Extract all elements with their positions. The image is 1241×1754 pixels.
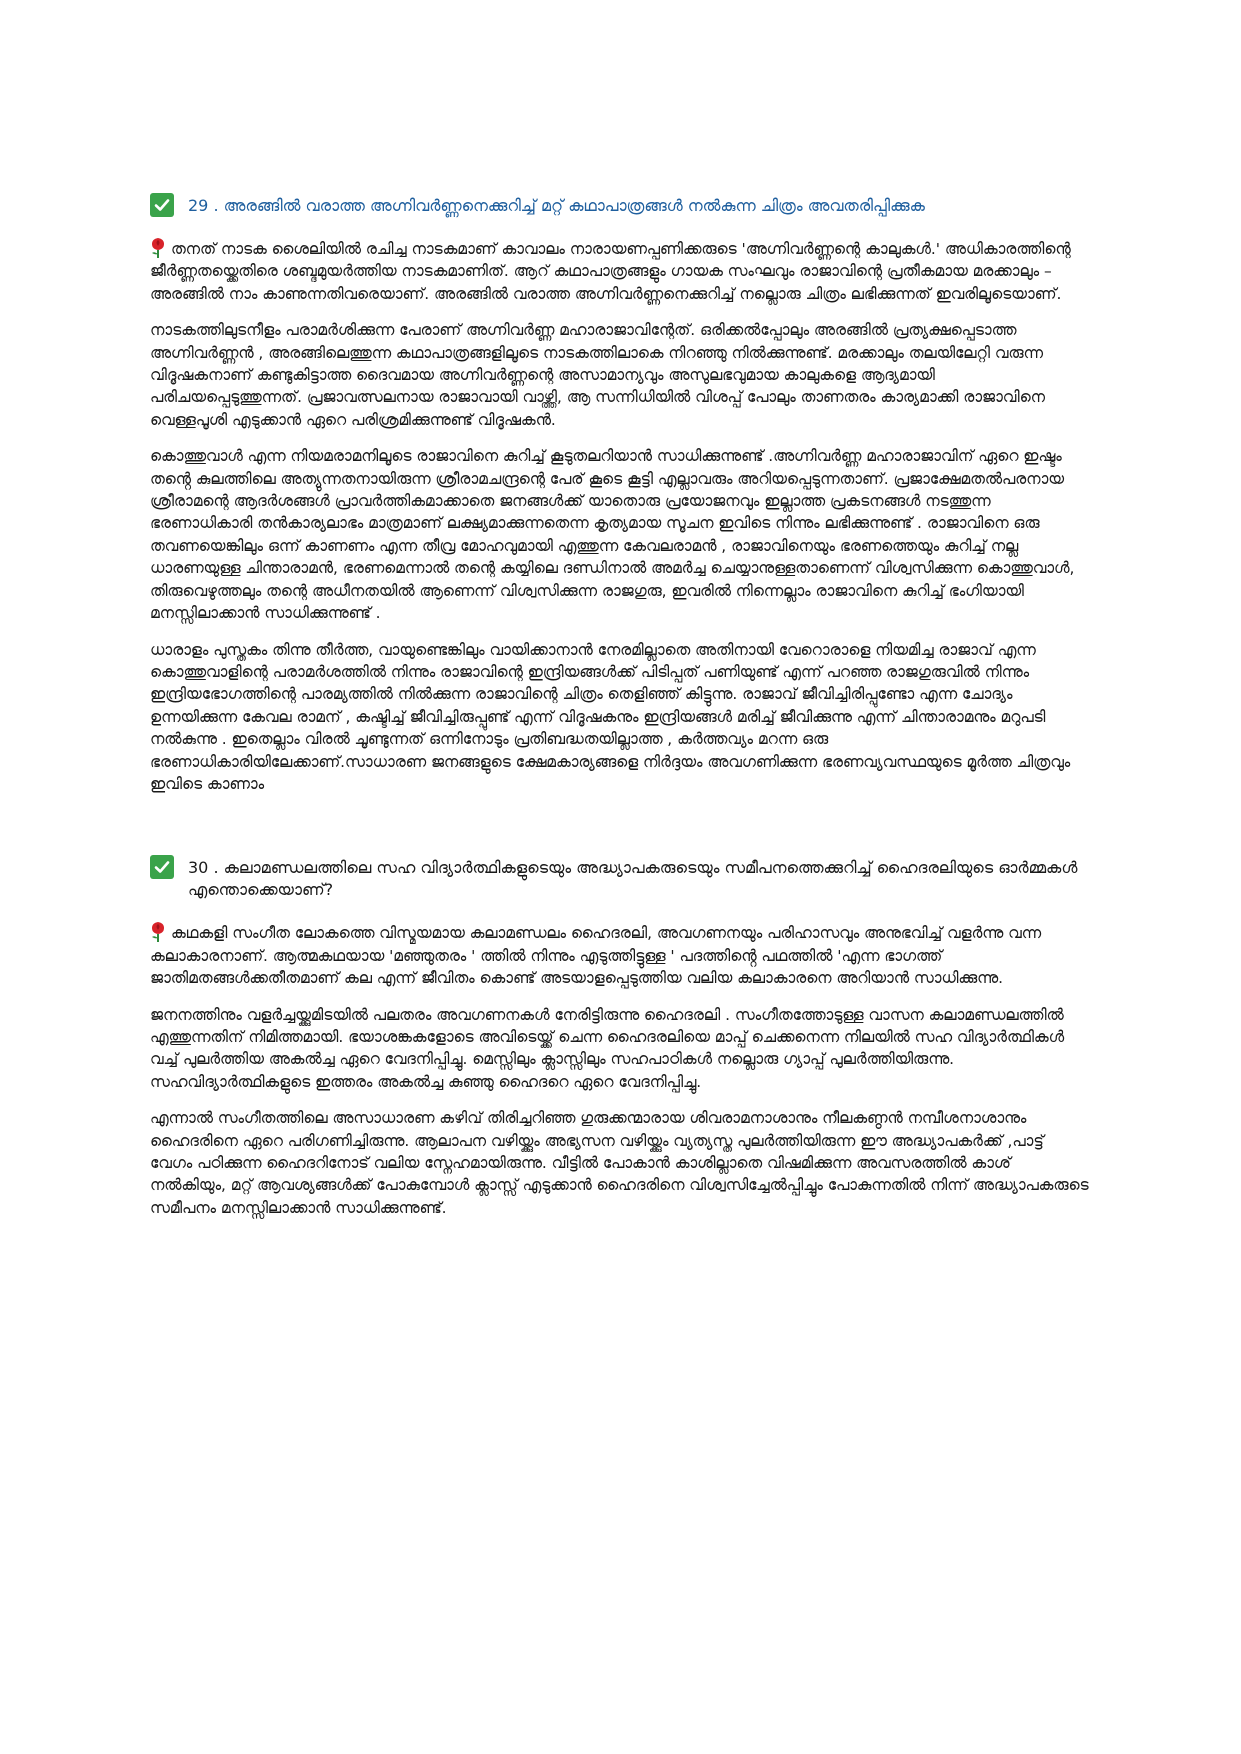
answer-text: കഥകളി സംഗീത ലോകത്തെ വിസ്മയമായ കലാമണ്ഡലം ഹൈദരലി, അവഗണനയും പരിഹാസവും അനുഭവിച്ച് വളർന്നു വന്ന കലാകാരനാണ്. ആത്മകഥയായ 'മഞ്ഞുതരം ' ത്തിൽ നിന്നും എടുത്തിട്ടുള്ള ' പദത്തിൻ്റെ പഥത്തിൽ 'എന്ന ഭാഗത്ത് ജാതിമതങ്ങൾക്കതീതമാണ് കല എന്ന് ജീവിതം കൊണ്ട് അടയാളപ്പെടുത്തിയ വലിയ കലാകാരനെ അറിയാൻ സാധിക്കുന്നു. xyxy=(150,924,1042,988)
question-29-section xyxy=(150,195,1090,795)
answer-paragraph: ജനനത്തിനും വളർച്ചയ്ക്കുമിടയിൽ പലതരം അവഗണനകൾ നേരിട്ടിരുന്നു ഹൈദരലി . സംഗീതത്തോടുള്ള വാസന കലാമണ്ഡലത്തിൽ എത്തുന്നതിന് നിമിത്തമായി. ഭയാശങ്കകളോടെ അവിടെയ്ക്ക് ചെന്ന ഹൈദരലിയെ മാപ്പ് ചെക്കനെന്ന നിലയിൽ സഹ വിദ്യാർത്ഥികൾ വച്ച് പുലർത്തിയ അകൽച്ച ഏറെ വേദനിപ്പിച്ചു. മെസ്സിലും ക്ലാസ്സിലും സഹപാഠികൾ നല്ലൊരു ഗ്യാപ്പ് പുലർത്തിയിരുന്നു. സഹവിദ്യാർത്ഥികളുടെ ഇത്തരം അകൽച്ച കുഞ്ഞു ഹൈദറെ ഏറെ വേദനിപ്പിച്ചു. xyxy=(150,1005,1065,1091)
answer-paragraph: കൊത്തുവാൾ എന്ന നിയമരാമനിലൂടെ രാജാവിനെ കുറിച്ച് കൂടുതലറിയാൻ സാധിക്കുന്നുണ്ട് .അഗ്നിവർണ്ണ മഹാരാജാവിന് ഏറെ ഇഷ്ടം തൻ്റെ കുലത്തിലെ അത്യുന്നതനായിരുന്ന ശ്രീരാമചന്ദ്രന്റെ പേര് കൂടെ കൂട്ടി എല്ലാവരും അറിയപ്പെടുന്നതാണ്. പ്രജാക്ഷേമതൽപരനായ ശ്രീരാമന്റെ ആദർശങ്ങൾ പ്രാവർത്തികമാക്കാതെ ജനങ്ങൾക്ക് യാതൊരു പ്രയോജനവും ഇല്ലാത്ത പ്രകടനങ്ങൾ നടത്തുന്ന ഭരണാധികാരി തൻകാര്യലാഭം മാത്രമാണ് ലക്ഷ്യമാക്കുന്നതെന്ന കൃത്യമായ സൂചന ഇവിടെ നിന്നും ലഭിക്കുന്നുണ്ട് . രാജാവിനെ ഒരു തവണയെങ്കിലും ഒന്ന് കാണണം എന്ന തീവ്ര മോഹവുമായി എത്തുന്ന കേവലരാമൻ , രാജാവിനെയും ഭരണത്തെയും കുറിച്ച് നല്ല ധാരണയുള്ള ചിന്താരാമൻ, ഭരണമെന്നാൽ തന്റെ കയ്യിലെ ദണ്ഡിനാൽ അമർച്ച ചെയ്യാനുള്ളതാണെന്ന് വിശ്വസിക്കുന്ന കൊത്തുവാൾ, തിരുവെഴുത്തലും തന്റെ അധീനതയിൽ ആണെന്ന് വിശ്വസിക്കുന്ന രാജഗുരു, ഇവരിൽ നിന്നെല്ലാം രാജാവിനെ കുറിച്ച് ഭംഗിയായി മനസ്സിലാക്കാൻ സാധിക്കുന്നുണ്ട് . xyxy=(150,447,1075,623)
document-page xyxy=(150,195,1090,1233)
answer-paragraph: നാടകത്തിലുടനീളം പരാമർശിക്കുന്ന പേരാണ് അഗ്നിവർണ്ണ മഹാരാജാവിന്റേത്. ഒരിക്കൽപ്പോലും അരങ്ങിൽ പ്രത്യക്ഷപ്പെടാത്ത അഗ്നിവർണ്ണൻ , അരങ്ങിലെത്തുന്ന കഥാപാത്രങ്ങളിലൂടെ നാടകത്തിലാകെ നിറഞ്ഞു നിൽക്കുന്നുണ്ട്. മരക്കാലും തലയിലേറ്റി വരുന്ന വിദൂഷകനാണ് കണ്ടുകിട്ടാത്ത ദൈവമായ അഗ്നിവർണ്ണന്റെ അസാമാന്യവും അസുലഭവുമായ കാലുകളെ ആദ്യമായി പരിചയപ്പെടുത്തുന്നത്. പ്രജാവത്സലനായ രാജാവായി വാഴ്ത്തി, ആ സന്നിധിയിൽ വിശപ്പ് പോലും താണതരം കാര്യമാക്കി രാജാവിനെ വെള്ളപൂശി എടുക്കാൻ ഏറെ പരിശ്രമിക്കുന്നുണ്ട് വിദൂഷകൻ. xyxy=(150,321,1045,429)
question-heading xyxy=(150,857,1090,901)
answer-paragraph: ധാരാളം പുസ്തകം തിന്നു തീർത്ത, വായുണ്ടെങ്കിലും വായിക്കാനാൻ നേരമില്ലാതെ അതിനായി വേറൊരാളെ നിയമിച്ച രാജാവ് എന്ന കൊത്തുവാളിന്റെ പരാമർശത്തിൽ നിന്നും രാജാവിന്റെ ഇന്ദ്രിയങ്ങൾക്ക് പിടിപ്പത് പണിയുണ്ട് എന്ന് പറഞ്ഞ രാജഗുരുവിൽ നിന്നും ഇന്ദ്രിയഭോഗത്തിന്റെ പാരമ്യത്തിൽ നിൽക്കുന്ന രാജാവിന്റെ ചിത്രം തെളിഞ്ഞ് കിട്ടുന്നു. രാജാവ് ജീവിച്ചിരിപ്പുണ്ടോ എന്ന ചോദ്യം ഉന്നയിക്കുന്ന കേവല രാമന് , കഷ്ടിച്ച് ജീവിച്ചിരുപ്പുണ്ട് എന്ന് വിദൂഷകനും ഇന്ദ്രിയങ്ങൾ മരിച്ച് ജീവിക്കുന്നു എന്ന് ചിന്താരാമനും മറുപടി നൽകുന്നു . ഇതെല്ലാം വിരൽ ചൂണ്ടുന്നത് ഒന്നിനോടും പ്രതിബദ്ധതയില്ലാത്ത , കർത്തവ്യം മറന്ന ഒരു ഭരണാധികാരിയിലേക്കാണ്.സാധാരണ ജനങ്ങളുടെ ക്ഷേമകാര്യങ്ങളെ നിർദ്ദയം അവഗണിക്കുന്ന ഭരണവ്യവസ്ഥയുടെ മൂർത്ത ചിത്രവും ഇവിടെ കാണാം xyxy=(150,640,1071,793)
rose-icon xyxy=(150,921,166,943)
answer-paragraph xyxy=(150,237,1090,305)
answer-text: തനത് നാടക ശൈലിയിൽ രചിച്ച നാടകമാണ് കാവാലം നാരായണപ്പണിക്കരുടെ 'അഗ്നിവർണ്ണന്റെ കാലുകൾ.' അധികാരത്തിന്റെ ജീർണ്ണതയ്ക്കെതിരെ ശബ്ദമുയർത്തിയ നാടകമാണിത്. ആറ് കഥാപാത്രങ്ങളും ഗായക സംഘവും രാജാവിന്റെ പ്രതീകമായ മരക്കാലും – അരങ്ങിൽ നാം കാണുന്നതിവരെയാണ്. അരങ്ങിൽ വരാത്ത അഗ്നിവർണ്ണനെക്കുറിച്ച് നല്ലൊരു ചിത്രം ലഭിക്കുന്നത് ഇവരിലൂടെയാണ്. xyxy=(150,240,1071,303)
question-text: 30 . കലാമണ്ഡലത്തിലെ സഹ വിദ്യാർത്ഥികളുടെയും അദ്ധ്യാപകരുടെയും സമീപനത്തെക്കുറിച്ച് ഹൈദരലിയുടെ ഓർമ്മകൾ എന്തൊക്കെയാണ്? xyxy=(188,858,1078,900)
check-mark-icon xyxy=(150,855,174,879)
check-mark-icon xyxy=(150,193,174,217)
answer-paragraph xyxy=(150,921,1090,989)
answer-paragraph: എന്നാൽ സംഗീതത്തിലെ അസാധാരണ കഴിവ് തിരിച്ചറിഞ്ഞ ഗുരുക്കന്മാരായ ശിവരാമനാശാനും നീലകണ്ഠൻ നമ്പീശനാശാനും ഹൈദരിനെ ഏറെ പരിഗണിച്ചിരുന്നു. ആലാപന വഴിയ്ക്കും അഭ്യസന വഴിയ്ക്കും വ്യത്യസ്ത പുലർത്തിയിരുന്ന ഈ അദ്ധ്യാപകർക്ക് ,പാട്ട് വേഗം പഠിക്കുന്ന ഹൈദറിനോട് വലിയ സ്നേഹമായിരുന്നു. വീട്ടിൽ പോകാൻ കാശില്ലാതെ വിഷമിക്കുന്ന അവസരത്തിൽ കാശ് നൽകിയും, മറ്റ് ആവശ്യങ്ങൾക്ക് പോകുമ്പോൾ ക്ലാസ്സ് എടുക്കാൻ ഹൈദരിനെ വിശ്വസിച്ചേൽപ്പിച്ചും പോകുന്നതിൽ നിന്ന് അദ്ധ്യാപകരുടെ സമീപനം മനസ്സിലാക്കാൻ സാധിക്കുന്നുണ്ട്. xyxy=(150,1109,1089,1217)
question-text: 29 . അരങ്ങിൽ വരാത്ത അഗ്നിവർണ്ണനെക്കുറിച്ച് മറ്റ് കഥാപാത്രങ്ങൾ നൽകുന്ന ചിത്രം അവതരിപ്പിക്കുക xyxy=(188,196,925,215)
question-30-section xyxy=(150,857,1090,1219)
rose-icon xyxy=(150,237,166,259)
question-heading xyxy=(150,195,1090,217)
